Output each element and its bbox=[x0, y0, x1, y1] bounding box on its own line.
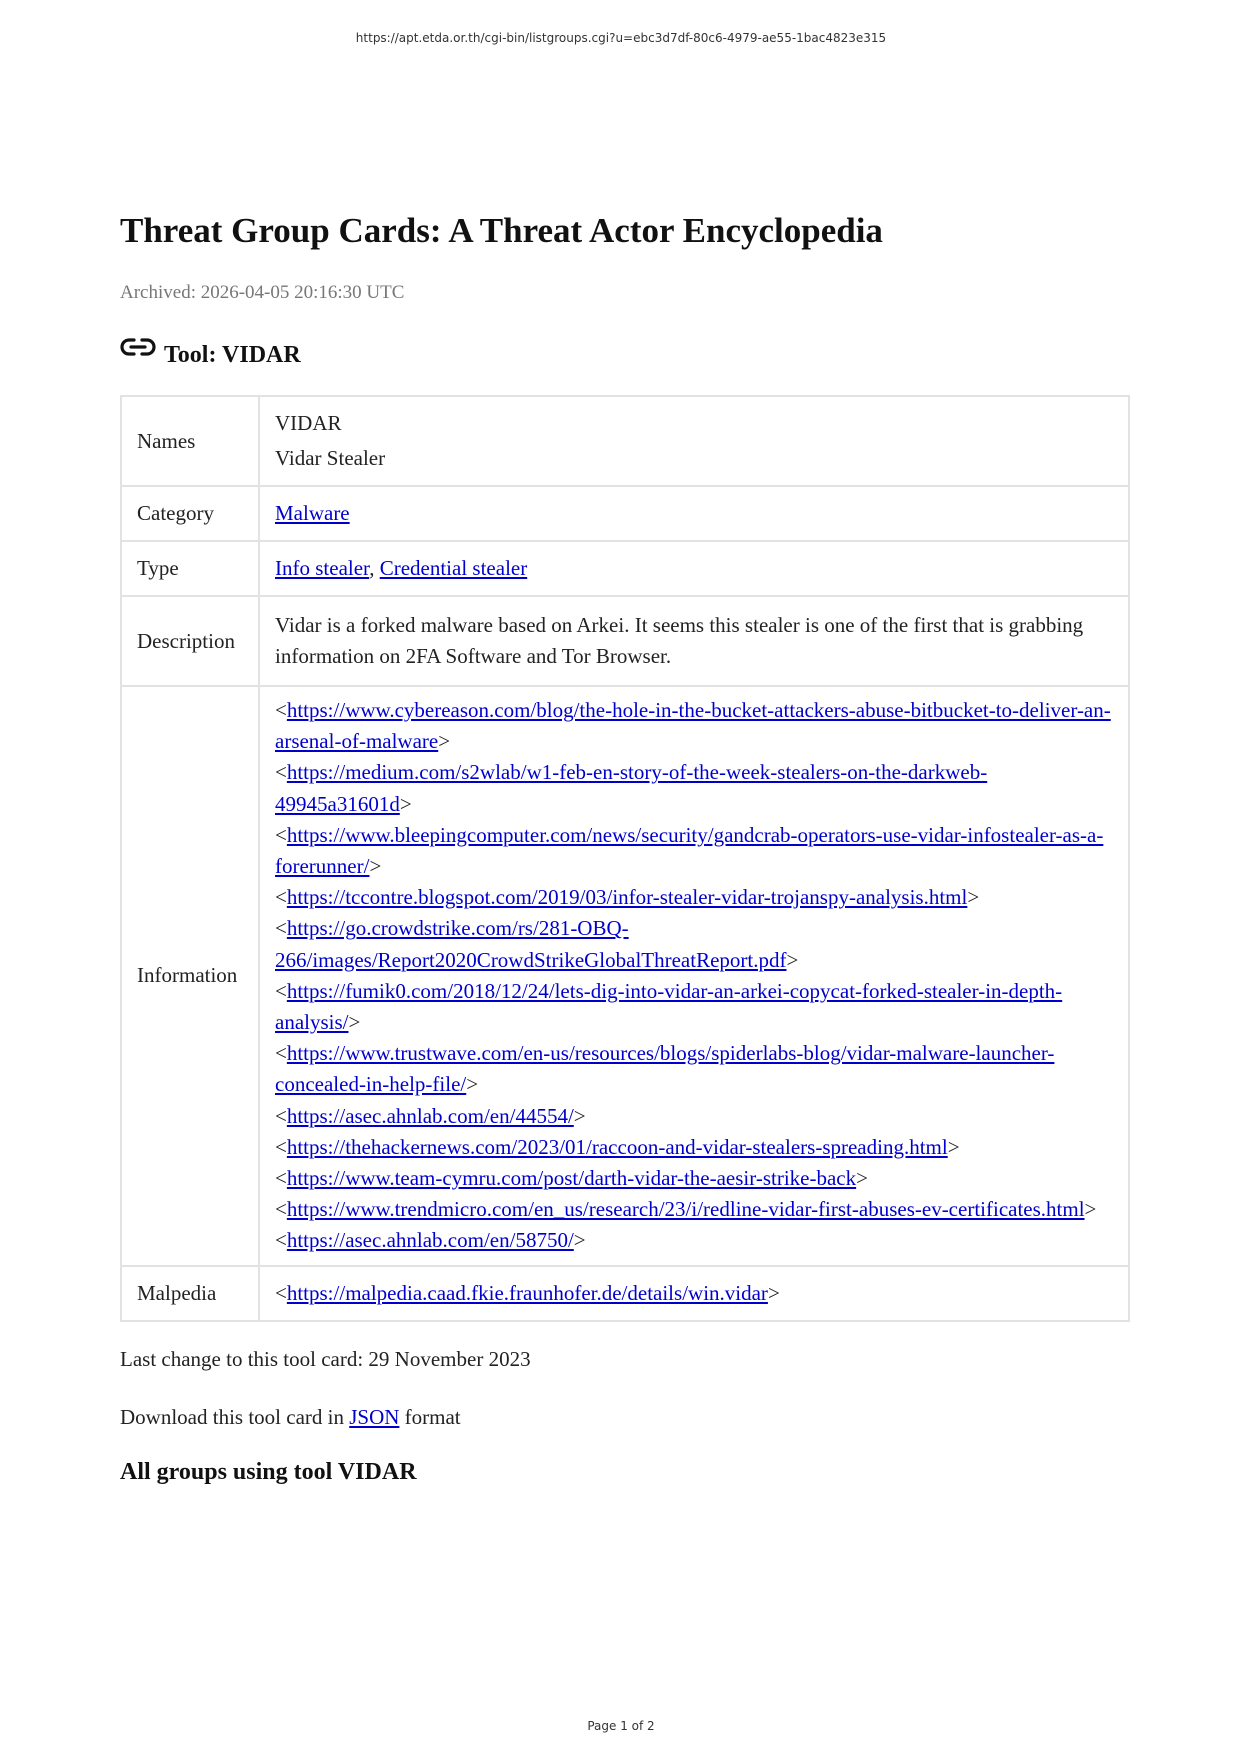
bracket-open: < bbox=[275, 1103, 287, 1128]
info-link[interactable]: https://medium.com/s2wlab/w1-feb-en-story-of-the-week-stealers-on-the-darkweb-49945a31601d bbox=[275, 760, 988, 816]
name-item: VIDAR bbox=[275, 411, 342, 435]
page-title: Threat Group Cards: A Threat Actor Encyclopedia bbox=[120, 211, 883, 250]
download-text-after: format bbox=[399, 1404, 461, 1429]
bracket-open: < bbox=[275, 1166, 287, 1191]
names-value bbox=[259, 396, 1129, 486]
bracket-open: < bbox=[275, 822, 287, 847]
bracket-open: < bbox=[275, 1134, 287, 1159]
bracket-close: > bbox=[856, 1166, 868, 1191]
bracket-close: > bbox=[399, 791, 412, 816]
row-category bbox=[121, 486, 1129, 541]
last-change-text: Last change to this tool card: 29 November 2023 bbox=[120, 1346, 531, 1371]
type-label: Type bbox=[121, 541, 259, 596]
row-malpedia bbox=[121, 1266, 1129, 1321]
bracket-open: < bbox=[275, 978, 287, 1003]
description-value: Vidar is a forked malware based on Arkei. It seems this stealer is one of the first that is grabbing information on 2FA Software and Tor Browser. bbox=[259, 596, 1129, 686]
page-content bbox=[120, 210, 1130, 1486]
bracket-open: < bbox=[275, 916, 287, 941]
info-reference bbox=[275, 976, 1113, 1038]
information-label: Information bbox=[121, 686, 259, 1266]
row-description bbox=[121, 596, 1129, 686]
info-reference bbox=[275, 1194, 1113, 1225]
malpedia-link[interactable]: https://malpedia.caad.fkie.fraunhofer.de/details/win.vidar bbox=[286, 1280, 768, 1305]
info-reference bbox=[275, 1132, 1113, 1163]
row-names bbox=[121, 396, 1129, 486]
row-type bbox=[121, 541, 1129, 596]
print-header-url: https://apt.etda.or.th/cgi-bin/listgroups.cgi?u=ebc3d7df-80c6-4979-ae55-1bac4823e315 bbox=[355, 31, 887, 45]
info-reference bbox=[275, 913, 1113, 975]
names-label: Names bbox=[121, 396, 259, 486]
category-link[interactable]: Malware bbox=[275, 501, 350, 525]
info-link[interactable]: https://www.team-cymru.com/post/darth-vidar-the-aesir-strike-back bbox=[286, 1166, 857, 1191]
print-footer-page-number: Page 1 of 2 bbox=[587, 1719, 655, 1733]
bracket-close: > bbox=[1084, 1197, 1097, 1222]
info-reference bbox=[275, 820, 1113, 882]
malpedia-value bbox=[259, 1266, 1129, 1321]
type-link-info-stealer[interactable]: Info stealer bbox=[275, 556, 370, 580]
malpedia-label: Malpedia bbox=[121, 1266, 259, 1321]
bracket-open: < bbox=[275, 760, 287, 785]
name-item: Vidar Stealer bbox=[275, 446, 386, 470]
type-link-credential-stealer[interactable]: Credential stealer bbox=[379, 556, 528, 580]
bracket-close: > bbox=[369, 854, 382, 879]
info-link[interactable]: https://www.trustwave.com/en-us/resources/blogs/spiderlabs-blog/vidar-malware-launcher-concealed-in-help-file/ bbox=[275, 1041, 1055, 1097]
bracket-close: > bbox=[967, 885, 980, 910]
bracket-close: > bbox=[573, 1228, 586, 1253]
info-link[interactable]: https://www.bleepingcomputer.com/news/security/gandcrab-operators-use-vidar-infostealer-as-a-forerunner/ bbox=[275, 822, 1104, 879]
download-line bbox=[120, 1401, 1130, 1433]
info-reference bbox=[275, 1101, 1113, 1132]
bracket-close: > bbox=[786, 947, 799, 972]
link-icon[interactable] bbox=[120, 335, 156, 359]
info-reference bbox=[275, 757, 1113, 819]
bracket-open: < bbox=[275, 1228, 287, 1253]
info-reference bbox=[275, 1163, 1113, 1194]
bracket-open: < bbox=[275, 1280, 287, 1305]
bracket-close: > bbox=[348, 1010, 361, 1035]
tool-card-table bbox=[120, 395, 1130, 1322]
type-value bbox=[259, 541, 1129, 596]
category-value bbox=[259, 486, 1129, 541]
info-reference bbox=[275, 882, 1113, 913]
type-separator: , bbox=[369, 556, 375, 580]
bracket-close: > bbox=[466, 1072, 479, 1097]
info-reference bbox=[275, 1038, 1113, 1100]
category-label: Category bbox=[121, 486, 259, 541]
download-text-before: Download this tool card in bbox=[120, 1404, 350, 1429]
bracket-close: > bbox=[573, 1103, 586, 1128]
bracket-close: > bbox=[767, 1280, 780, 1305]
groups-heading: All groups using tool VIDAR bbox=[120, 1458, 417, 1485]
info-link[interactable]: https://www.trendmicro.com/en_us/research/23/i/redline-vidar-first-abuses-ev-certificates.html bbox=[286, 1197, 1085, 1222]
bracket-open: < bbox=[275, 1197, 287, 1222]
json-download-link[interactable]: JSON bbox=[349, 1404, 400, 1429]
information-value bbox=[259, 686, 1129, 1266]
tool-heading bbox=[120, 340, 1130, 370]
info-link[interactable]: https://go.crowdstrike.com/rs/281-OBQ-266/images/Report2020CrowdStrikeGlobalThreatReport.pdf bbox=[275, 916, 787, 972]
info-link[interactable]: https://www.cybereason.com/blog/the-hole-in-the-bucket-attackers-abuse-bitbucket-to-deliver-an-arsenal-of-malware bbox=[275, 698, 1111, 754]
info-reference bbox=[275, 1225, 1113, 1256]
row-information bbox=[121, 686, 1129, 1266]
info-reference bbox=[275, 695, 1113, 757]
bracket-close: > bbox=[438, 729, 451, 754]
info-link[interactable]: https://thehackernews.com/2023/01/raccoon-and-vidar-stealers-spreading.html bbox=[286, 1134, 948, 1159]
bracket-open: < bbox=[275, 698, 287, 722]
bracket-open: < bbox=[275, 885, 287, 910]
tool-title: Tool: VIDAR bbox=[164, 341, 301, 368]
bracket-close: > bbox=[947, 1134, 960, 1159]
description-label: Description bbox=[121, 596, 259, 686]
info-link[interactable]: https://asec.ahnlab.com/en/58750/ bbox=[286, 1228, 574, 1253]
info-link[interactable]: https://tccontre.blogspot.com/2019/03/infor-stealer-vidar-trojanspy-analysis.html bbox=[286, 885, 968, 910]
info-link[interactable]: https://fumik0.com/2018/12/24/lets-dig-into-vidar-an-arkei-copycat-forked-stealer-in-depth-analysis/ bbox=[275, 978, 1063, 1035]
info-link[interactable]: https://asec.ahnlab.com/en/44554/ bbox=[286, 1103, 574, 1128]
archived-timestamp: Archived: 2026-04-05 20:16:30 UTC bbox=[120, 282, 405, 303]
bracket-open: < bbox=[275, 1041, 287, 1066]
